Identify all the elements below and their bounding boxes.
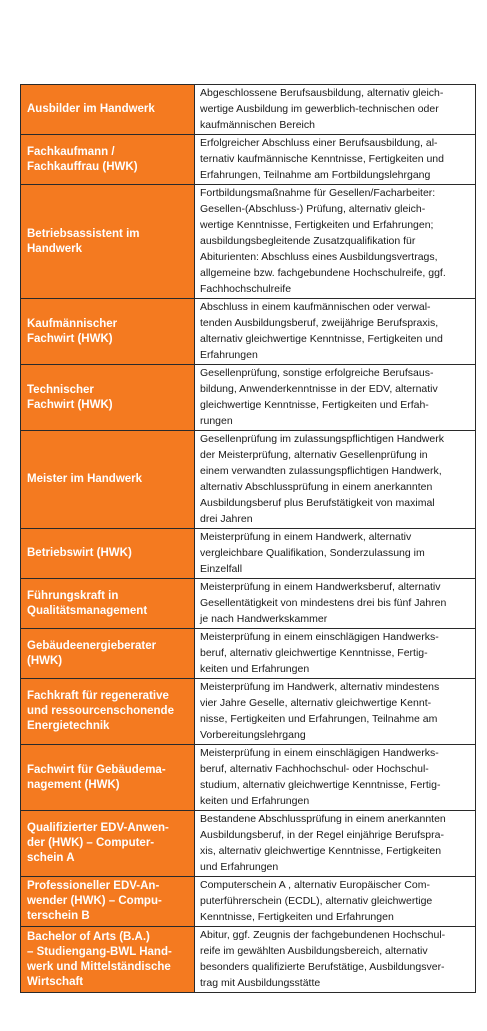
requirement-line: Abiturienten: Abschluss eines Ausbildungsvertrags, — [200, 251, 438, 263]
requirement-line: Meisterprüfung in einem einschlägigen Handwerks- — [200, 631, 439, 643]
requirement-line: Gesellenprüfung im zulassungspflichtigen Handwerk — [200, 433, 444, 445]
qualification-title-line: der (HWK) – Computer- — [27, 837, 155, 849]
qualification-title — [21, 629, 195, 679]
qualification-title-line: Führungskraft in — [27, 589, 119, 602]
qualification-title-line: Professioneller EDV-An- — [27, 880, 160, 892]
table-row — [21, 135, 476, 185]
qualification-title-line: Meister im Handwerk — [27, 473, 143, 485]
qualification-title — [21, 299, 195, 365]
qualification-title — [21, 431, 195, 529]
qualification-title-line: Wirtschaft — [27, 975, 84, 988]
requirement-line: Einzelfall — [200, 563, 243, 575]
requirement-line: trag mit Ausbildungsstätte — [200, 977, 321, 989]
table-row — [21, 529, 476, 579]
requirement-line: und Erfahrungen — [200, 861, 279, 873]
requirement-line: xis, alternativ gleichwertige Kenntnisse, Fertigkeiten — [200, 845, 442, 857]
requirement-line: Bestandene Abschlussprüfung in einem anerkannten — [200, 813, 446, 825]
requirement-line: Abgeschlossene Berufsausbildung, alternativ gleich- — [200, 87, 444, 99]
requirement-line: vier Jahre Geselle, alternativ gleichwertige Kennt- — [200, 697, 432, 709]
requirement-line: nisse, Fertigkeiten und Erfahrungen, Teilnahme am — [200, 713, 438, 725]
requirement-line: Gesellenprüfung, sonstige erfolgreiche Berufsaus- — [200, 367, 434, 379]
requirement-line: Kenntnisse, Fertigkeiten und Erfahrungen — [200, 911, 394, 923]
requirement-line: vergleichbare Qualifikation, Sonderzulassung im — [200, 547, 425, 559]
qualification-requirements — [195, 745, 476, 811]
qualification-title — [21, 927, 195, 993]
qualification-title — [21, 579, 195, 629]
qualification-title — [21, 877, 195, 927]
requirement-line: Erfolgreicher Abschluss einer Berufsausbildung, al- — [200, 137, 438, 149]
requirement-line: Fortbildungsmaßnahme für Gesellen/Facharbeiter: — [200, 187, 436, 199]
qualification-requirements — [195, 529, 476, 579]
qualification-title-line: Betriebsassistent im — [27, 227, 140, 240]
qualification-title-line: schein A — [27, 852, 75, 864]
qualification-title-line: Gebäudeenergieberater — [27, 639, 157, 652]
qualification-title-line: terschein B — [27, 910, 90, 922]
qualification-title-line: Qualifizierter EDV-Anwen- — [27, 822, 169, 834]
qualification-requirements — [195, 365, 476, 431]
requirement-line: Meisterprüfung in einem Handwerk, alternativ — [200, 531, 412, 543]
table-body — [21, 85, 476, 993]
qualification-requirements — [195, 85, 476, 135]
qualification-title-line: Energietechnik — [27, 720, 110, 732]
table-row — [21, 85, 476, 135]
qualification-title-line: Fachwirt (HWK) — [27, 398, 113, 411]
requirement-line: Abitur, ggf. Zeugnis der fachgebundenen Hochschul- — [200, 929, 446, 941]
qualification-table — [20, 84, 476, 993]
qualification-title-line: Fachwirt für Gebäudema- — [27, 763, 166, 776]
requirement-line: puterführerschein (ECDL), alternativ gleichwertige — [200, 895, 433, 907]
qualification-title — [21, 811, 195, 877]
table-row — [21, 877, 476, 927]
table-row — [21, 579, 476, 629]
qualification-title-line: Technischer — [27, 383, 94, 396]
requirement-line: Meisterprüfung in einem einschlägigen Handwerks- — [200, 747, 439, 759]
qualification-title-line: und ressourcenschonende — [27, 705, 174, 717]
table-row — [21, 431, 476, 529]
requirement-line: keiten und Erfahrungen — [200, 663, 310, 675]
qualification-title-line: Fachkaufmann / — [27, 145, 115, 158]
requirement-line: Meisterprüfung in einem Handwerksberuf, alternativ — [200, 581, 441, 593]
qualification-title — [21, 365, 195, 431]
qualification-requirements — [195, 927, 476, 993]
requirement-line: rungen — [200, 415, 233, 427]
requirement-line: Ausbildungsberuf plus Berufstätigkeit von maximal — [200, 497, 435, 509]
requirement-line: beruf, alternativ gleichwertige Kenntnisse, Fertig- — [200, 647, 428, 659]
requirement-line: ternativ kaufmännische Kenntnisse, Fertigkeiten und — [200, 153, 444, 165]
qualification-title-line: (HWK) — [27, 654, 63, 667]
qualification-requirements — [195, 185, 476, 299]
requirement-line: Computerschein A , alternativ Europäischer Com- — [200, 879, 430, 891]
qualification-title-line: Betriebswirt (HWK) — [27, 547, 132, 559]
requirement-line: reife im gewählten Ausbildungsbereich, alternativ — [200, 945, 428, 957]
requirement-line: keiten und Erfahrungen — [200, 795, 310, 807]
requirement-line: wertige Kenntnisse, Fertigkeiten und Erfahrungen; — [200, 219, 434, 231]
qualification-title-line: wender (HWK) – Compu- — [27, 895, 162, 907]
requirement-line: einem verwandten zulassungspflichtigen Handwerk, — [200, 465, 442, 477]
qualification-title-line: Handwerk — [27, 242, 82, 255]
table-row — [21, 185, 476, 299]
qualification-title-line: Kaufmännischer — [27, 317, 118, 330]
qualification-requirements — [195, 679, 476, 745]
qualification-title-line: Fachkraft für regenerative — [27, 690, 169, 702]
table-row — [21, 299, 476, 365]
qualification-title-line: Fachkauffrau (HWK) — [27, 160, 138, 173]
qualification-requirements — [195, 629, 476, 679]
table-row — [21, 927, 476, 993]
qualification-requirements — [195, 431, 476, 529]
requirement-line: Erfahrungen — [200, 349, 258, 361]
qualification-title-line: werk und Mittelständische — [27, 960, 171, 973]
requirement-line: besonders qualifizierte Berufstätige, Ausbildungsver- — [200, 961, 445, 973]
requirement-line: Abschluss in einem kaufmännischen oder verwal- — [200, 301, 431, 313]
requirement-line: alternativ Abschlussprüfung in einem anerkannten — [200, 481, 433, 493]
qualification-requirements — [195, 579, 476, 629]
requirement-line: gleichwertige Kenntnisse, Fertigkeiten und Erfah- — [200, 399, 429, 411]
requirement-line: Fachhochschulreife — [200, 283, 292, 295]
requirement-line: ausbildungsbegleitende Zusatzqualifikation für — [200, 235, 416, 247]
qualification-requirements — [195, 811, 476, 877]
qualification-title-line: Qualitätsmanagement — [27, 604, 148, 617]
qualification-title — [21, 135, 195, 185]
qualification-requirements — [195, 299, 476, 365]
table-row — [21, 679, 476, 745]
qualification-title-line: nagement (HWK) — [27, 778, 120, 791]
requirement-line: je nach Handwerkskammer — [200, 613, 328, 625]
qualification-title — [21, 679, 195, 745]
qualification-title — [21, 529, 195, 579]
table-row — [21, 811, 476, 877]
requirement-line: Gesellentätigkeit von mindestens drei bis fünf Jahren — [200, 597, 447, 609]
requirement-line: der Meisterprüfung, alternativ Gesellenprüfung in — [200, 449, 428, 461]
requirement-line: Vorbereitungslehrgang — [200, 729, 306, 741]
requirement-line: studium, alternativ gleichwertige Kenntnisse, Fertig- — [200, 779, 441, 791]
table-row — [21, 745, 476, 811]
qualification-title — [21, 745, 195, 811]
requirement-line: Erfahrungen, Teilnahme am Fortbildungslehrgang — [200, 169, 431, 181]
requirement-line: alternativ gleichwertige Kenntnisse, Fertigkeiten und — [200, 333, 443, 345]
qualification-requirements — [195, 877, 476, 927]
requirement-line: wertige Ausbildung im gewerblich-technischen oder — [200, 103, 439, 115]
qualification-title-line: Fachwirt (HWK) — [27, 332, 113, 345]
requirement-line: kaufmännischen Bereich — [200, 119, 315, 131]
qualification-title-line: Ausbilder im Handwerk — [27, 103, 155, 115]
requirement-line: Gesellen-(Abschluss-) Prüfung, alternativ gleich- — [200, 203, 426, 215]
requirement-line: beruf, alternativ Fachhochschul- oder Hochschul- — [200, 763, 429, 775]
table-row — [21, 629, 476, 679]
qualification-title — [21, 185, 195, 299]
requirement-line: allgemeine bzw. fachgebundene Hochschulreife, ggf. — [200, 267, 446, 279]
qualification-title-line: Bachelor of Arts (B.A.) — [27, 930, 150, 943]
table-row — [21, 365, 476, 431]
qualification-title-line: – Studiengang-BWL Hand- — [27, 945, 172, 958]
requirement-line: tenden Ausbildungsberuf, zweijährige Berufspraxis, — [200, 317, 439, 329]
requirement-line: bildung, Anwenderkenntnisse in der EDV, alternativ — [200, 383, 438, 395]
qualification-title — [21, 85, 195, 135]
requirement-line: drei Jahren — [200, 513, 253, 525]
qualification-requirements — [195, 135, 476, 185]
requirement-line: Ausbildungsberuf, in der Regel einjährige Berufspra- — [200, 829, 444, 841]
requirement-line: Meisterprüfung im Handwerk, alternativ mindestens — [200, 681, 440, 693]
